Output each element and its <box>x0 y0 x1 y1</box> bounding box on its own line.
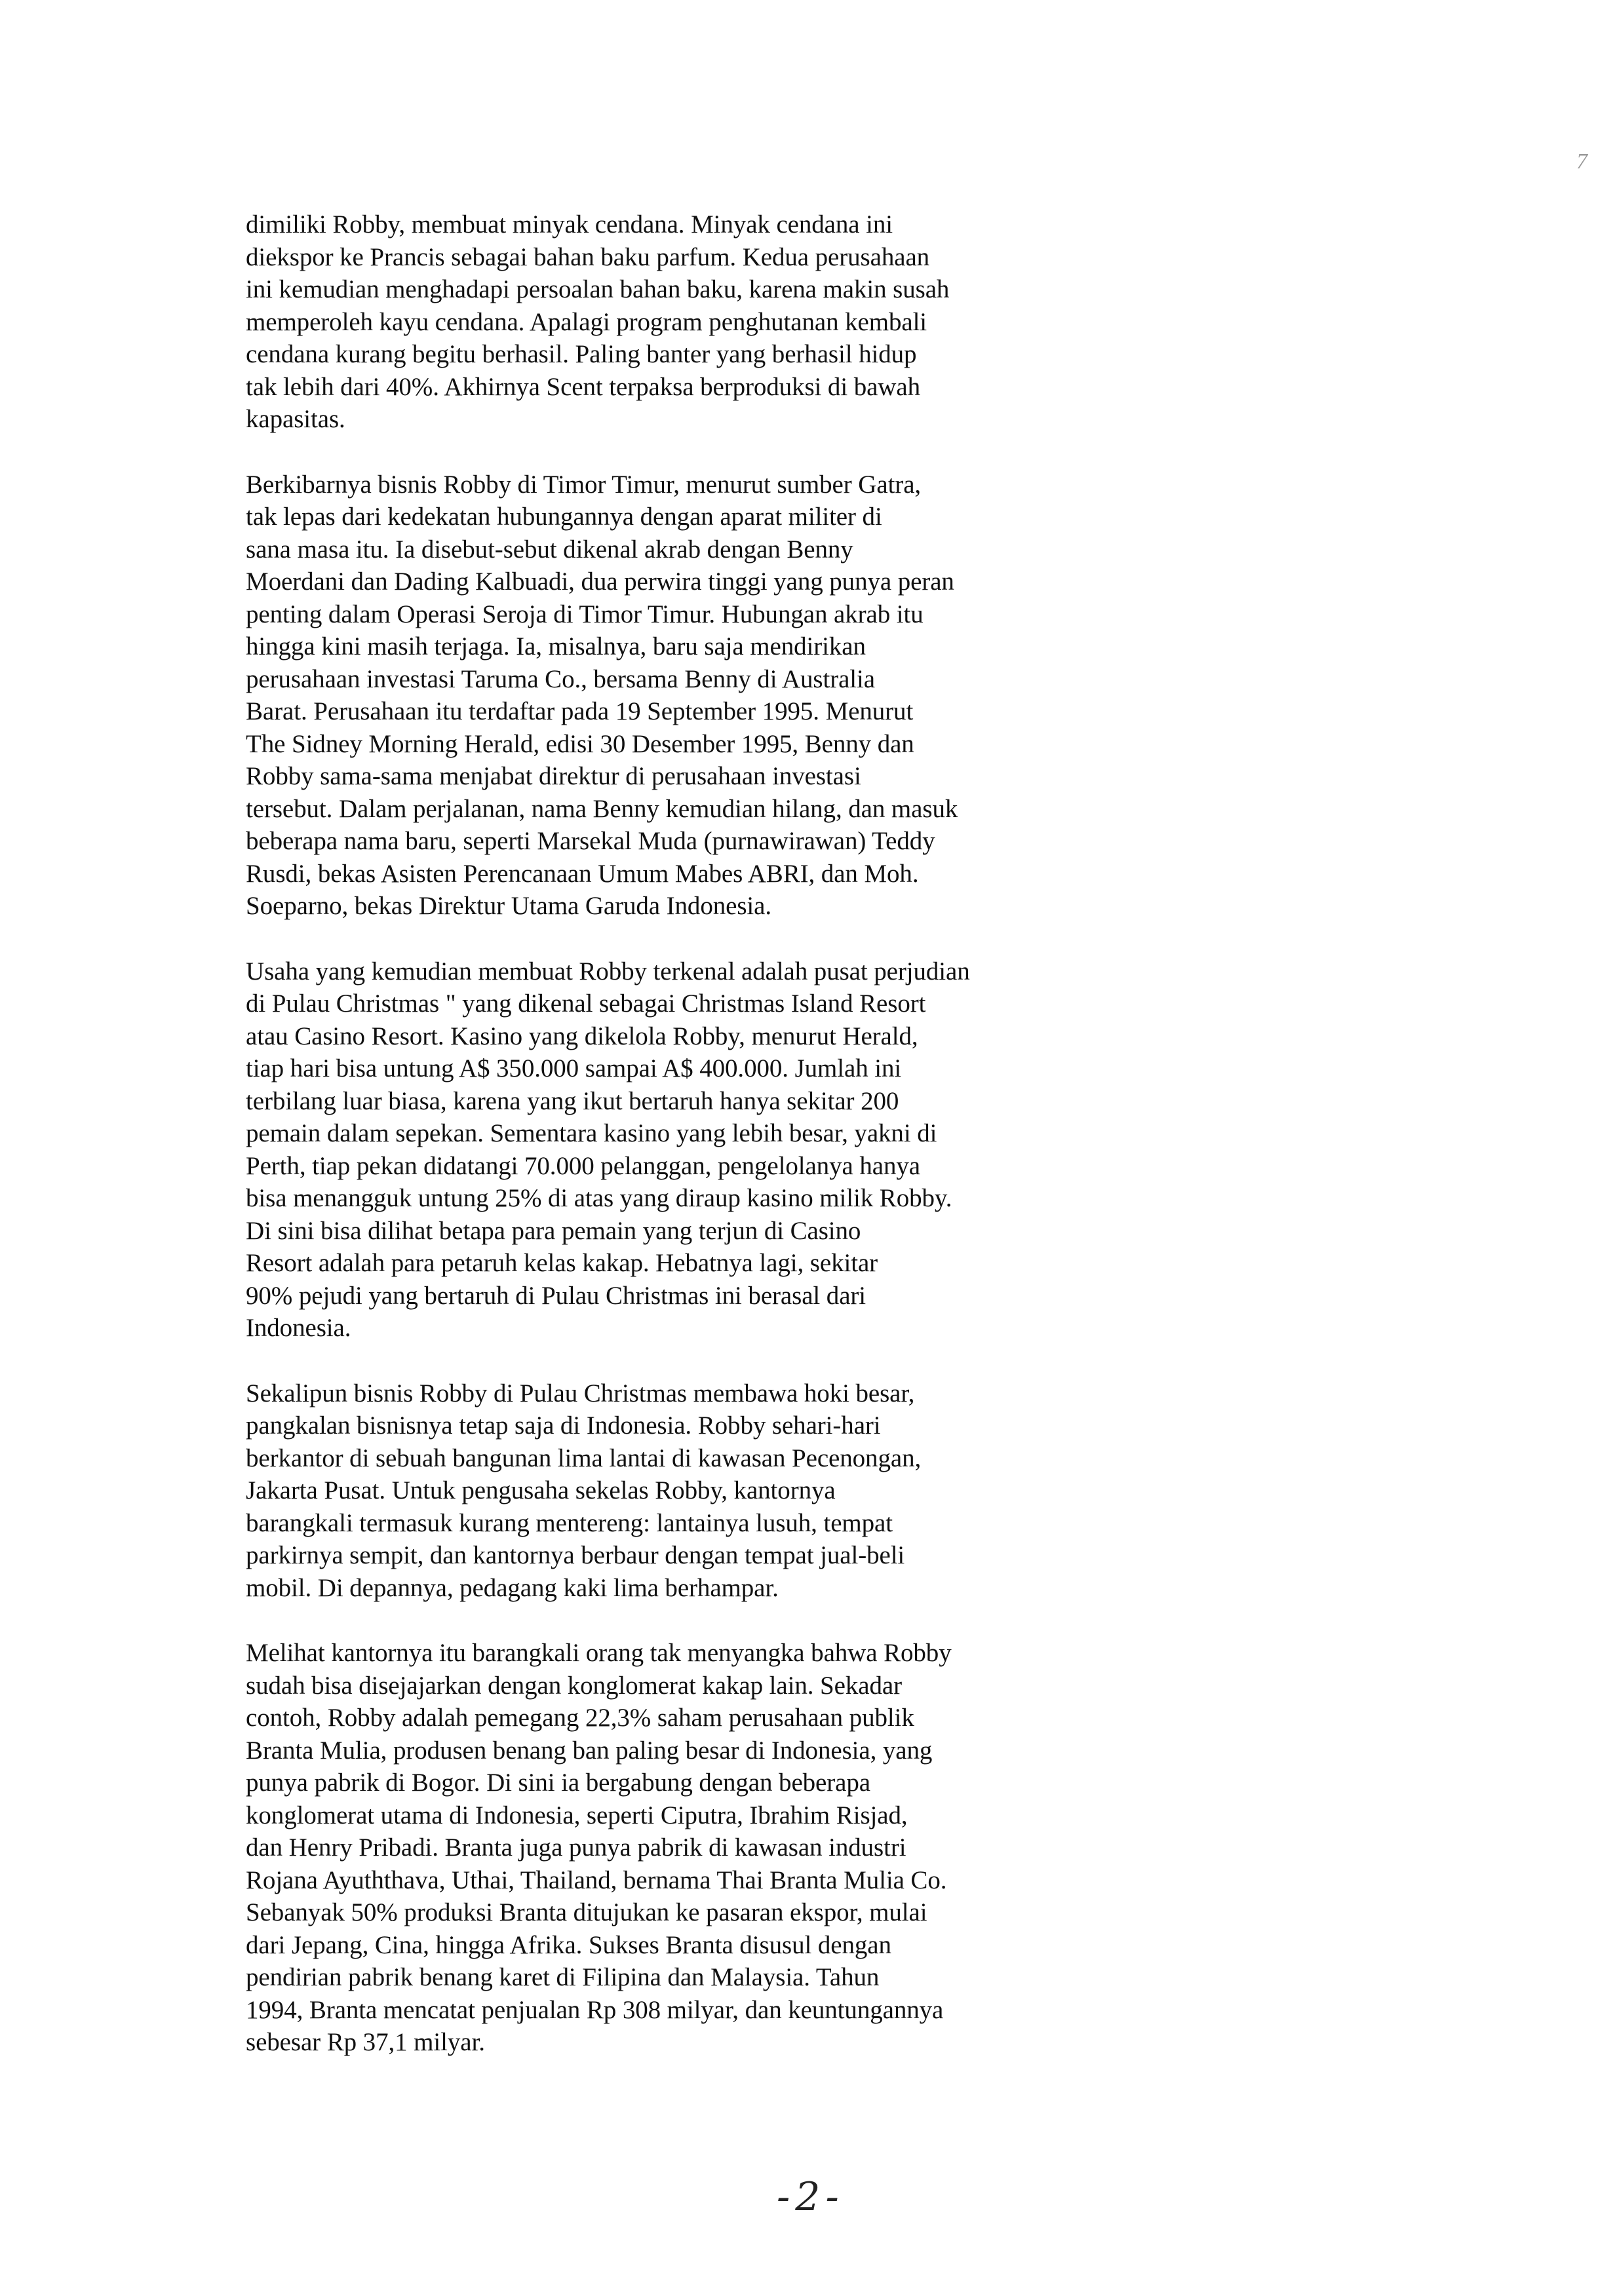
text-line: Melihat kantornya itu barangkali orang tak menyangka bahwa Robby <box>246 1639 952 1667</box>
text-line: Resort adalah para petaruh kelas kakap. Hebatnya lagi, sekitar <box>246 1249 878 1277</box>
text-line: di Pulau Christmas " yang dikenal sebagai Christmas Island Resort <box>246 989 926 1018</box>
paragraph <box>246 1637 1124 2059</box>
text-line: Robby sama-sama menjabat direktur di perusahaan investasi <box>246 762 861 790</box>
text-line: barangkali termasuk kurang mentereng: lantainya lusuh, tempat <box>246 1508 893 1537</box>
paragraph <box>246 469 1124 923</box>
text-line: Sebanyak 50% produksi Branta ditujukan ke pasaran ekspor, mulai <box>246 1898 927 1926</box>
text-line: perusahaan investasi Taruma Co., bersama Benny di Australia <box>246 664 875 693</box>
text-line: hingga kini masih terjaga. Ia, misalnya, baru saja mendirikan <box>246 632 866 660</box>
text-line: pangkalan bisnisnya tetap saja di Indonesia. Robby sehari-hari <box>246 1411 881 1440</box>
text-line: Rojana Ayuththava, Uthai, Thailand, bernama Thai Branta Mulia Co. <box>246 1866 947 1894</box>
text-line: terbilang luar biasa, karena yang ikut bertaruh hanya sekitar 200 <box>246 1086 899 1115</box>
text-line: punya pabrik di Bogor. Di sini ia bergabung dengan beberapa <box>246 1769 870 1797</box>
text-line: dimiliki Robby, membuat minyak cendana. Minyak cendana ini <box>246 210 893 239</box>
text-line: mobil. Di depannya, pedagang kaki lima berhampar. <box>246 1573 779 1602</box>
text-line: tiap hari bisa untung A$ 350.000 sampai A$ 400.000. Jumlah ini <box>246 1054 902 1082</box>
text-line: Indonesia. <box>246 1314 351 1342</box>
text-line: tak lepas dari kedekatan hubungannya dengan aparat militer di <box>246 503 882 531</box>
text-line: kapasitas. <box>246 405 345 433</box>
text-line: atau Casino Resort. Kasino yang dikelola Robby, menurut Herald, <box>246 1022 918 1050</box>
text-line: pemain dalam sepekan. Sementara kasino yang lebih besar, yakni di <box>246 1119 937 1147</box>
text-line: 1994, Branta mencatat penjualan Rp 308 milyar, dan keuntungannya <box>246 1995 944 2024</box>
paragraph <box>246 1377 1124 1605</box>
text-line: sebesar Rp 37,1 milyar. <box>246 2028 485 2056</box>
corner-pencil-mark: 7 <box>1576 149 1587 174</box>
text-line: Sekalipun bisnis Robby di Pulau Christmas membawa hoki besar, <box>246 1379 915 1407</box>
text-line: Branta Mulia, produsen benang ban paling besar di Indonesia, yang <box>246 1736 933 1765</box>
text-line: dari Jepang, Cina, hingga Afrika. Sukses Branta disusul dengan <box>246 1930 891 1959</box>
text-line: ini kemudian menghadapi persoalan bahan baku, karena makin susah <box>246 275 950 303</box>
text-line: tak lebih dari 40%. Akhirnya Scent terpaksa berproduksi di bawah <box>246 372 920 401</box>
text-line: Rusdi, bekas Asisten Perencanaan Umum Mabes ABRI, dan Moh. <box>246 859 919 888</box>
text-line: 90% pejudi yang bertaruh di Pulau Christmas ini berasal dari <box>246 1281 866 1310</box>
text-line: Jakarta Pusat. Untuk pengusaha sekelas Robby, kantornya <box>246 1476 836 1504</box>
text-line: Di sini bisa dilihat betapa para pemain yang terjun di Casino <box>246 1216 861 1245</box>
text-line: The Sidney Morning Herald, edisi 30 Desember 1995, Benny dan <box>246 729 914 758</box>
text-line: penting dalam Operasi Seroja di Timor Timur. Hubungan akrab itu <box>246 600 924 628</box>
page-number: -2- <box>777 2174 844 2220</box>
text-line: beberapa nama baru, seperti Marsekal Muda (purnawirawan) Teddy <box>246 827 935 855</box>
text-line: memperoleh kayu cendana. Apalagi program penghutanan kembali <box>246 307 927 336</box>
text-line: parkirnya sempit, dan kantornya berbaur dengan tempat jual-beli <box>246 1541 905 1569</box>
text-line: konglomerat utama di Indonesia, seperti Ciputra, Ibrahim Risjad, <box>246 1801 908 1829</box>
body-text <box>246 208 1124 2092</box>
text-line: Soeparno, bekas Direktur Utama Garuda Indonesia. <box>246 892 772 920</box>
text-line: Moerdani dan Dading Kalbuadi, dua perwira tinggi yang punya peran <box>246 567 954 596</box>
text-line: berkantor di sebuah bangunan lima lantai di kawasan Pecenongan, <box>246 1444 922 1472</box>
text-line: diekspor ke Prancis sebagai bahan baku parfum. Kedua perusahaan <box>246 242 930 271</box>
text-line: dan Henry Pribadi. Branta juga punya pabrik di kawasan industri <box>246 1833 906 1862</box>
text-line: bisa menangguk untung 25% di atas yang diraup kasino milik Robby. <box>246 1184 952 1212</box>
text-line: pendirian pabrik benang karet di Filipina dan Malaysia. Tahun <box>246 1963 880 1991</box>
text-line: contoh, Robby adalah pemegang 22,3% saham perusahaan publik <box>246 1704 914 1732</box>
text-line: Berkibarnya bisnis Robby di Timor Timur, menurut sumber Gatra, <box>246 470 922 499</box>
text-line: Usaha yang kemudian membuat Robby terkenal adalah pusat perjudian <box>246 957 970 985</box>
text-line: Barat. Perusahaan itu terdaftar pada 19 September 1995. Menurut <box>246 697 914 725</box>
text-line: tersebut. Dalam perjalanan, nama Benny kemudian hilang, dan masuk <box>246 794 958 823</box>
paragraph <box>246 955 1124 1345</box>
paragraph <box>246 208 1124 436</box>
text-line: cendana kurang begitu berhasil. Paling banter yang berhasil hidup <box>246 340 917 368</box>
text-line: sana masa itu. Ia disebut-sebut dikenal akrab dengan Benny <box>246 535 853 564</box>
text-line: sudah bisa disejajarkan dengan konglomerat kakap lain. Sekadar <box>246 1671 902 1700</box>
text-line: Perth, tiap pekan didatangi 70.000 pelanggan, pengelolanya hanya <box>246 1151 920 1180</box>
